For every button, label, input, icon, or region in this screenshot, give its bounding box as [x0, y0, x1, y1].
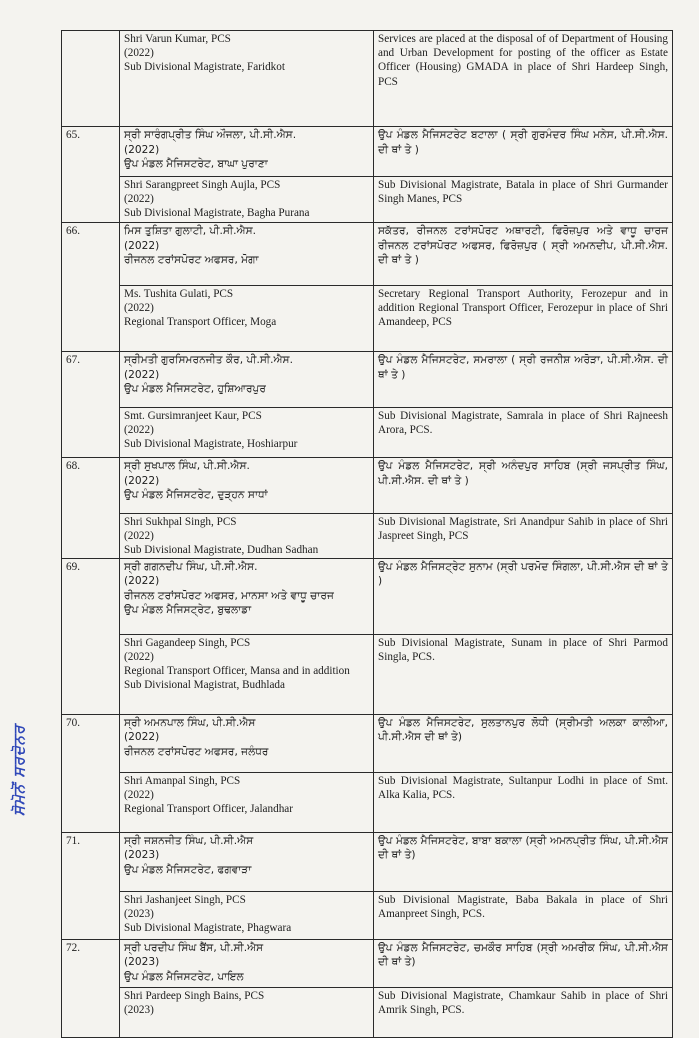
serial-number: 72.	[62, 939, 120, 1037]
name-line: (2022)	[124, 424, 154, 437]
name-line: (2022)	[124, 474, 160, 487]
handwritten-signature	[6, 690, 46, 820]
officer-name-english	[120, 634, 374, 714]
officer-name-english	[120, 987, 374, 1037]
serial-number: 71.	[62, 832, 120, 939]
name-line: Sub Divisional Magistrate, Dudhan Sadhan	[124, 544, 319, 557]
name-line: ਰੀਜਨਲ ਟਰਾਂਸਪੋਰਟ ਅਫਸਰ, ਮੋਗਾ	[124, 254, 259, 267]
transfer-orders-table	[61, 30, 673, 1038]
entry-english-row	[62, 286, 673, 352]
serial-number: 66.	[62, 223, 120, 352]
entry-punjabi-row	[62, 352, 673, 408]
new-posting-english	[374, 987, 673, 1037]
name-line: Regional Transport Officer, Moga	[124, 316, 277, 329]
officer-name-punjabi	[120, 223, 374, 286]
entry-punjabi-row	[62, 223, 673, 286]
new-posting-english	[374, 891, 673, 939]
name-line: (2023)	[124, 956, 160, 969]
entry-english-row	[62, 177, 673, 223]
name-line: ਸ੍ਰੀ ਸੁਖਪਾਲ ਸਿੰਘ, ਪੀ.ਸੀ.ਐਸ.	[124, 460, 250, 472]
name-line: ਉਪ ਮੰਡਲ ਮੈਜਿਸਟਰੇਟ, ਹੁਸ਼ਿਆਰਪੁਰ	[124, 383, 266, 396]
posting-text: ਉਪ ਮੰਡਲ ਮੈਜਿਸਟਰੇਟ, ਸਮਰਾਲਾ ( ਸ੍ਰੀ ਰਜਨੀਸ਼ ਅਰੋੜਾ, ਪੀ.ਸੀ.ਐਸ. ਦੀ ਥਾਂ ਤੇ )	[378, 354, 668, 381]
new-posting-punjabi	[374, 127, 673, 177]
name-line: ਸ੍ਰੀ ਪਰਦੀਪ ਸਿੰਘ ਬੈਂਸ, ਪੀ.ਸੀ.ਐਸ	[124, 941, 264, 954]
entry-punjabi-row	[62, 127, 673, 177]
entry-english-row	[62, 31, 673, 127]
officer-name-english	[120, 31, 374, 127]
name-line: Sub Divisional Magistrate, Phagwara	[124, 922, 292, 935]
name-line: Sub Divisional Magistrate, Faridkot	[124, 61, 285, 74]
posting-text: Secretary Regional Transport Authority, Ferozepur and in addition Regional Transport Officer, Ferozepur in place of Shri Amandeep, PCS	[378, 288, 668, 329]
officer-name-english	[120, 286, 374, 352]
serial-number: 65.	[62, 127, 120, 223]
entry-punjabi-row	[62, 939, 673, 987]
officer-name-punjabi	[120, 714, 374, 772]
serial-number: 69.	[62, 558, 120, 714]
name-line: (2022)	[124, 650, 154, 663]
name-line: Ms. Tushita Gulati, PCS	[124, 288, 234, 300]
serial-number: 67.	[62, 352, 120, 458]
new-posting-english	[374, 31, 673, 127]
entry-english-row	[62, 514, 673, 559]
entry-english-row	[62, 634, 673, 714]
name-line: (2022)	[124, 731, 160, 744]
name-line: (2022)	[124, 47, 154, 60]
entry-english-row	[62, 987, 673, 1037]
officer-name-english	[120, 772, 374, 832]
posting-text: ਉਪ ਮੰਡਲ ਮੈਜਿਸਟਰੇਟ, ਸ੍ਰੀ ਅਨੰਦਪੁਰ ਸਾਹਿਬ (ਸ੍ਰੀ ਜਸਪ੍ਰੀਤ ਸਿੰਘ, ਪੀ.ਸੀ.ਐਸ. ਦੀ ਥਾਂ ਤੇ )	[378, 460, 668, 487]
new-posting-punjabi	[374, 939, 673, 987]
name-line: (2023)	[124, 849, 160, 862]
name-line: ਸ੍ਰੀਮਤੀ ਗੁਰਸਿਮਰਨਜੀਤ ਕੌਰ, ਪੀ.ਸੀ.ਐਸ.	[124, 354, 293, 366]
posting-text: Sub Divisional Magistrate, Sri Anandpur Sahib in place of Shri Jaspreet Singh, PCS	[378, 516, 668, 543]
posting-text: ਸਕੱਤਰ, ਰੀਜਨਲ ਟਰਾਂਸਪੋਰਟ ਅਥਾਰਟੀ, ਫਿਰੋਜ਼ਪੁਰ ਅਤੇ ਵਾਧੂ ਚਾਰਜ ਰੀਜਨਲ ਟਰਾਂਸਪੋਰਟ ਅਫਸਰ, ਫਿਰੋਜ਼ਪੁਰ ( ਸ੍ਰੀ ਅਮਨਦੀਪ, ਪੀ.ਸੀ.ਐਸ. ਦੀ ਥਾਂ ਤੇ )	[378, 225, 668, 267]
posting-text: ਉਪ ਮੰਡਲ ਮੈਜਿਸਟਰੇਟ ਬਟਾਲਾ ( ਸ੍ਰੀ ਗੁਰਮੰਦਰ ਸਿੰਘ ਮਨੇਸ, ਪੀ.ਸੀ.ਐਸ. ਦੀ ਥਾਂ ਤੇ )	[378, 129, 668, 156]
name-line: ਉਪ ਮੰਡਲ ਮੈਜਿਸਟ੍ਰੇਟ, ਬੁਢਲਾਡਾ	[124, 604, 252, 617]
new-posting-punjabi	[374, 558, 673, 634]
serial-number: 68.	[62, 458, 120, 559]
posting-text: Services are placed at the disposal of of Department of Housing and Urban Development for posting of the officer as Estate Officer (Housing) GMADA in place of Shri Hardeep Singh, PCS	[378, 33, 668, 88]
entry-punjabi-row	[62, 458, 673, 514]
name-line: ਉਪ ਮੰਡਲ ਮੈਜਿਸਟਰੇਟ, ਫਗਵਾੜਾ	[124, 863, 252, 876]
name-line: (2023)	[124, 907, 154, 920]
name-line: ਉਪ ਮੰਡਲ ਮੈਜਿਸਟਰੇਟ, ਦੁੜ੍ਹਨ ਸਾਧਾਂ	[124, 489, 268, 502]
officer-name-english	[120, 177, 374, 223]
posting-text: Sub Divisional Magistrate, Sunam in place of Shri Parmod Singla, PCS.	[378, 636, 668, 663]
name-line: ਰੀਜਨਲ ਟਰਾਂਸਪੋਰਟ ਅਫਸਰ, ਜਲੰਧਰ	[124, 745, 269, 758]
posting-text: Sub Divisional Magistrate, Chamkaur Sahib in place of Shri Amrik Singh, PCS.	[378, 989, 668, 1016]
new-posting-english	[374, 772, 673, 832]
name-line: Sub Divisional Magistrate, Hoshiarpur	[124, 438, 298, 451]
serial-number: 70.	[62, 714, 120, 832]
officer-name-punjabi	[120, 352, 374, 408]
entry-punjabi-row	[62, 832, 673, 891]
posting-text: Sub Divisional Magistrate, Sultanpur Lodhi in place of Smt. Alka Kalia, PCS.	[378, 774, 668, 801]
name-line: ਸ੍ਰੀ ਸਾਰੰਗਪ੍ਰੀਤ ਸਿੰਘ ਔਜਲਾ, ਪੀ.ਸੀ.ਐਸ.	[124, 129, 297, 141]
new-posting-english	[374, 177, 673, 223]
name-line: (2022)	[124, 239, 160, 252]
name-line: (2022)	[124, 193, 154, 206]
name-line: Smt. Gursimranjeet Kaur, PCS	[124, 410, 262, 422]
name-line: Shri Jashanjeet Singh, PCS	[124, 893, 246, 906]
officer-name-english	[120, 408, 374, 458]
name-line: Shri Amanpal Singh, PCS	[124, 774, 241, 787]
name-line: Shri Pardeep Singh Bains, PCS	[124, 989, 265, 1002]
new-posting-english	[374, 514, 673, 559]
name-line: ਸ੍ਰੀ ਗਗਨਦੀਪ ਸਿੰਘ, ਪੀ.ਸੀ.ਐਸ.	[124, 560, 258, 573]
name-line: ਉਪ ਮੰਡਲ ਮੈਜਿਸਟਰੇਟ, ਪਾਇਲ	[124, 970, 244, 983]
new-posting-english	[374, 634, 673, 714]
new-posting-punjabi	[374, 352, 673, 408]
name-line: (2022)	[124, 143, 160, 156]
new-posting-english	[374, 408, 673, 458]
new-posting-punjabi	[374, 714, 673, 772]
name-line: ਮਿਸ ਤੁਸ਼ਿਤਾ ਗੁਲਾਟੀ, ਪੀ.ਸੀ.ਐਸ.	[124, 225, 257, 237]
entry-english-row	[62, 891, 673, 939]
name-line: Shri Sarangpreet Singh Aujla, PCS	[124, 179, 281, 191]
new-posting-punjabi	[374, 832, 673, 891]
name-line: (2022)	[124, 575, 160, 588]
name-line: Sub Divisional Magistrate, Bagha Purana	[124, 207, 310, 220]
posting-text: Sub Divisional Magistrate, Baba Bakala in place of Shri Amanpreet Singh, PCS.	[378, 893, 668, 920]
posting-text: ਉਪ ਮੰਡਲ ਮੈਜਿਸਟਰੇਟ, ਬਾਬਾ ਬਕਾਲਾ (ਸ੍ਰੀ ਅਮਨਪ੍ਰੀਤ ਸਿੰਘ, ਪੀ.ਸੀ.ਐਸ ਦੀ ਥਾਂ ਤੇ)	[378, 834, 668, 862]
entry-english-row	[62, 772, 673, 832]
officer-name-punjabi	[120, 939, 374, 987]
new-posting-punjabi	[374, 223, 673, 286]
name-line: ਰੀਜਨਲ ਟਰਾਂਸਪੋਰਟ ਅਫਸਰ, ਮਾਨਸਾ ਅਤੇ ਵਾਧੂ ਚਾਰਜ	[124, 589, 334, 602]
new-posting-punjabi	[374, 458, 673, 514]
entry-punjabi-row	[62, 714, 673, 772]
name-line: ਉਪ ਮੰਡਲ ਮੈਜਿਸਟਰੇਟ, ਬਾਘਾ ਪੁਰਾਣਾ	[124, 158, 268, 171]
name-line: Shri Varun Kumar, PCS	[124, 33, 231, 45]
name-line: Shri Gagandeep Singh, PCS	[124, 636, 251, 649]
name-line: (2022)	[124, 368, 160, 381]
officer-name-punjabi	[120, 127, 374, 177]
officer-name-punjabi	[120, 458, 374, 514]
serial-number	[62, 31, 120, 127]
officer-name-punjabi	[120, 558, 374, 634]
name-line: (2022)	[124, 788, 154, 801]
officer-name-english	[120, 891, 374, 939]
name-line: Shri Sukhpal Singh, PCS	[124, 516, 237, 528]
name-line: ਸ੍ਰੀ ਜਸ਼ਨਜੀਤ ਸਿੰਘ, ਪੀ.ਸੀ.ਐਸ	[124, 834, 254, 847]
entry-punjabi-row	[62, 558, 673, 634]
posting-text: Sub Divisional Magistrate, Batala in place of Shri Gurmander Singh Manes, PCS	[378, 179, 668, 206]
name-line: Regional Transport Officer, Jalandhar	[124, 803, 293, 816]
name-line: Regional Transport Officer, Mansa and in addition Sub Divisional Magistrat, Budhlada	[124, 665, 350, 692]
name-line: ਸ੍ਰੀ ਅਮਨਪਾਲ ਸਿੰਘ, ਪੀ.ਸੀ.ਐਸ	[124, 716, 256, 729]
posting-text: Sub Divisional Magistrate, Samrala in place of Shri Rajneesh Arora, PCS.	[378, 410, 668, 437]
table-body	[62, 31, 673, 1038]
signature-text: ਸੋਮੋਨੋਂ ਸਰਦੋਨਰ	[10, 724, 28, 816]
name-line: (2022)	[124, 530, 154, 543]
officer-name-punjabi	[120, 832, 374, 891]
posting-text: ਉਪ ਮੰਡਲ ਮੈਜਿਸਟਰੇਟ, ਸੁਲਤਾਨਪੁਰ ਲੋਧੀ (ਸ੍ਰੀਮਤੀ ਅਲਕਾ ਕਾਲੀਆ, ਪੀ.ਸੀ.ਐਸ ਦੀ ਥਾਂ ਤੇ)	[378, 716, 668, 744]
name-line: (2022)	[124, 302, 154, 315]
posting-text: ਉਪ ਮੰਡਲ ਮੈਜਿਸਟ੍ਰੇਟ ਸੁਨਾਮ (ਸ੍ਰੀ ਪਰਮੋਦ ਸਿੰਗਲਾ, ਪੀ.ਸੀ.ਐਸ ਦੀ ਥਾਂ ਤੇ )	[378, 560, 668, 588]
posting-text: ਉਪ ਮੰਡਲ ਮੈਜਿਸਟਰੇਟ, ਚਮਕੌਰ ਸਾਹਿਬ (ਸ੍ਰੀ ਅਮਰੀਕ ਸਿੰਘ, ਪੀ.ਸੀ.ਐਸ ਦੀ ਥਾਂ ਤੇ)	[378, 941, 668, 969]
entry-english-row	[62, 408, 673, 458]
officer-name-english	[120, 514, 374, 559]
name-line: (2023)	[124, 1003, 154, 1016]
new-posting-english	[374, 286, 673, 352]
